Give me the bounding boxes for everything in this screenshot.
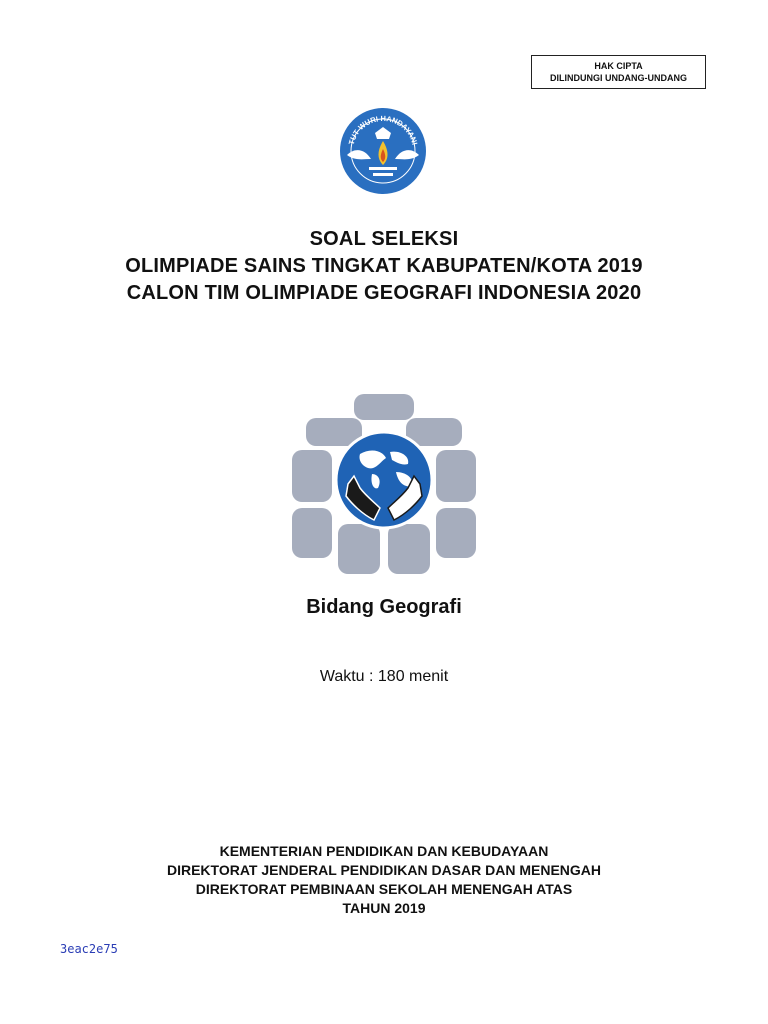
document-title xyxy=(0,226,768,307)
olympiad-cube-globe-hands-logo-icon xyxy=(290,392,478,578)
footer-line-4: TAHUN 2019 xyxy=(342,900,426,916)
subject-heading: Bidang Geografi xyxy=(306,596,462,618)
institution-footer xyxy=(0,842,768,918)
emblem-motto: TUT WURI HANDAYANI xyxy=(346,113,420,146)
title-line-1: SOAL SELEKSI xyxy=(309,228,459,250)
copyright-notice-box xyxy=(531,55,706,89)
footer-line-3: DIREKTORAT PEMBINAAN SEKOLAH MENENGAH ATAS xyxy=(195,881,573,897)
footer-line-2: DIREKTORAT JENDERAL PENDIDIKAN DASAR DAN MENENGAH xyxy=(166,862,602,878)
tut-wuri-handayani-emblem-icon xyxy=(333,107,433,195)
footer-line-1: KEMENTERIAN PENDIDIKAN DAN KEBUDAYAAN xyxy=(219,843,549,859)
document-code: 3eac2e75 xyxy=(60,942,118,956)
title-line-2: OLIMPIADE SAINS TINGKAT KABUPATEN/KOTA 2019 xyxy=(125,255,643,277)
exam-duration: Waktu : 180 menit xyxy=(319,668,449,685)
title-line-3: CALON TIM OLIMPIADE GEOGRAFI INDONESIA 2020 xyxy=(126,282,642,304)
copyright-line-2: DILINDUNGI UNDANG-UNDANG xyxy=(550,73,687,83)
copyright-line-1: HAK CIPTA xyxy=(594,61,643,71)
